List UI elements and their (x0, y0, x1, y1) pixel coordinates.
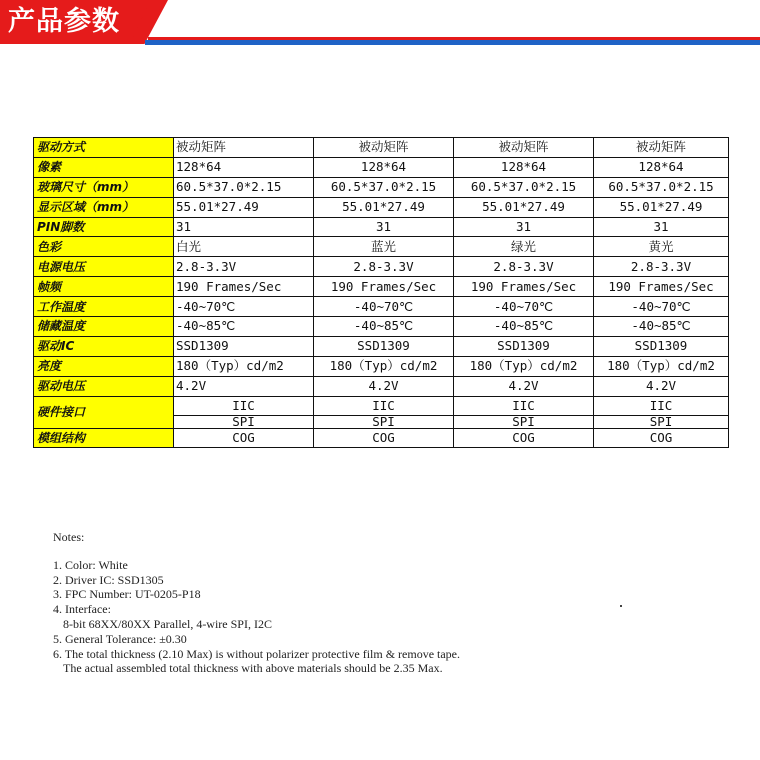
spec-row-module (34, 428, 729, 448)
spec-value: -40~85℃ (314, 317, 454, 337)
spec-value: 4.2V (174, 376, 314, 396)
spec-row (34, 356, 729, 376)
spec-value: 55.01*27.49 (594, 197, 729, 217)
spec-value: 4.2V (594, 376, 729, 396)
spec-value: 31 (174, 217, 314, 237)
spec-value: 190 Frames/Sec (454, 277, 594, 297)
spec-row (34, 257, 729, 277)
spec-value: 190 Frames/Sec (174, 277, 314, 297)
spec-value: 2.8-3.3V (594, 257, 729, 277)
spec-value: -40~85℃ (594, 317, 729, 337)
spec-value: -40~70℃ (174, 297, 314, 317)
spec-row (34, 317, 729, 337)
note-line: 5. General Tolerance: ±0.30 (53, 632, 187, 646)
spec-row-interface (34, 396, 729, 415)
spec-value: SPI (594, 415, 729, 428)
spec-value: SPI (314, 415, 454, 428)
spec-value: 180（Typ）cd/m2 (454, 356, 594, 376)
note-line: 3. FPC Number: UT-0205-P18 (53, 587, 201, 601)
spec-value: 180（Typ）cd/m2 (174, 356, 314, 376)
spec-value: 128*64 (314, 157, 454, 177)
spec-label: 帧频 (34, 277, 174, 297)
spec-value: 60.5*37.0*2.15 (314, 177, 454, 197)
spec-value: 128*64 (174, 157, 314, 177)
spec-value: 190 Frames/Sec (594, 277, 729, 297)
spec-value: 128*64 (454, 157, 594, 177)
spec-row (34, 237, 729, 257)
spec-value: SSD1309 (174, 336, 314, 356)
spec-label: 显示区域（mm） (34, 197, 174, 217)
spec-value: 31 (314, 217, 454, 237)
spec-row (34, 138, 729, 158)
spec-row (34, 336, 729, 356)
spec-value: -40~70℃ (594, 297, 729, 317)
spec-value: SSD1309 (454, 336, 594, 356)
spec-label: PIN脚数 (34, 217, 174, 237)
header-banner (0, 0, 760, 48)
spec-table (33, 137, 729, 448)
spec-label: 硬件接口 (34, 396, 174, 428)
spec-value: COG (594, 428, 729, 448)
spec-value: 被动矩阵 (594, 138, 729, 158)
spec-value: 60.5*37.0*2.15 (174, 177, 314, 197)
page-title: 产品参数 (8, 6, 120, 37)
spec-label: 驱动电压 (34, 376, 174, 396)
spec-label: 工作温度 (34, 297, 174, 317)
spec-value: -40~85℃ (174, 317, 314, 337)
spec-row (34, 297, 729, 317)
spec-value: 180（Typ）cd/m2 (594, 356, 729, 376)
notes-header: Notes: (53, 530, 85, 544)
spec-value: -40~70℃ (314, 297, 454, 317)
spec-value: -40~85℃ (454, 317, 594, 337)
spec-label: 驱动IC (34, 336, 174, 356)
spec-value: 绿光 (454, 237, 594, 257)
note-line: 4. Interface: (53, 602, 111, 616)
spec-value: -40~70℃ (454, 297, 594, 317)
spec-value: 4.2V (454, 376, 594, 396)
spec-value: SPI (454, 415, 594, 428)
note-line: 1. Color: White (53, 558, 128, 572)
spec-value: 2.8-3.3V (174, 257, 314, 277)
spec-label: 玻璃尺寸（mm） (34, 177, 174, 197)
spec-value: 白光 (174, 237, 314, 257)
spec-value: SPI (174, 415, 314, 428)
spec-value: SSD1309 (314, 336, 454, 356)
spec-value: 55.01*27.49 (174, 197, 314, 217)
stray-dot (620, 605, 622, 607)
spec-value: 31 (594, 217, 729, 237)
spec-value: 128*64 (594, 157, 729, 177)
banner-blue-line (145, 40, 760, 45)
note-line: 2. Driver IC: SSD1305 (53, 573, 164, 587)
spec-value: COG (174, 428, 314, 448)
spec-row (34, 197, 729, 217)
spec-value: 180（Typ）cd/m2 (314, 356, 454, 376)
spec-row (34, 217, 729, 237)
spec-label: 像素 (34, 157, 174, 177)
spec-value: SSD1309 (594, 336, 729, 356)
spec-value: 蓝光 (314, 237, 454, 257)
spec-value: IIC (314, 396, 454, 415)
note-line: The actual assembled total thickness with above materials should be 2.35 Max. (63, 661, 443, 675)
spec-row (34, 157, 729, 177)
spec-value: COG (314, 428, 454, 448)
spec-table-body (34, 138, 729, 448)
spec-label: 模组结构 (34, 428, 174, 448)
spec-row (34, 376, 729, 396)
spec-value: IIC (454, 396, 594, 415)
spec-value: 190 Frames/Sec (314, 277, 454, 297)
spec-value: 4.2V (314, 376, 454, 396)
spec-value: IIC (174, 396, 314, 415)
note-line: 8-bit 68XX/80XX Parallel, 4-wire SPI, I2C (63, 617, 272, 631)
spec-value: 2.8-3.3V (454, 257, 594, 277)
spec-row (34, 177, 729, 197)
spec-value: COG (454, 428, 594, 448)
spec-value: 31 (454, 217, 594, 237)
spec-label: 色彩 (34, 237, 174, 257)
note-line: 6. The total thickness (2.10 Max) is without polarizer protective film & remove tape. (53, 647, 461, 661)
spec-value: 60.5*37.0*2.15 (594, 177, 729, 197)
spec-value: 60.5*37.0*2.15 (454, 177, 594, 197)
spec-value: 55.01*27.49 (314, 197, 454, 217)
spec-row (34, 277, 729, 297)
spec-value: 黄光 (594, 237, 729, 257)
spec-value: 55.01*27.49 (454, 197, 594, 217)
spec-label: 驱动方式 (34, 138, 174, 158)
spec-value: IIC (594, 396, 729, 415)
spec-label: 电源电压 (34, 257, 174, 277)
spec-value: 被动矩阵 (314, 138, 454, 158)
spec-value: 被动矩阵 (454, 138, 594, 158)
spec-label: 亮度 (34, 356, 174, 376)
spec-value: 2.8-3.3V (314, 257, 454, 277)
spec-value: 被动矩阵 (174, 138, 314, 158)
spec-label: 储藏温度 (34, 317, 174, 337)
